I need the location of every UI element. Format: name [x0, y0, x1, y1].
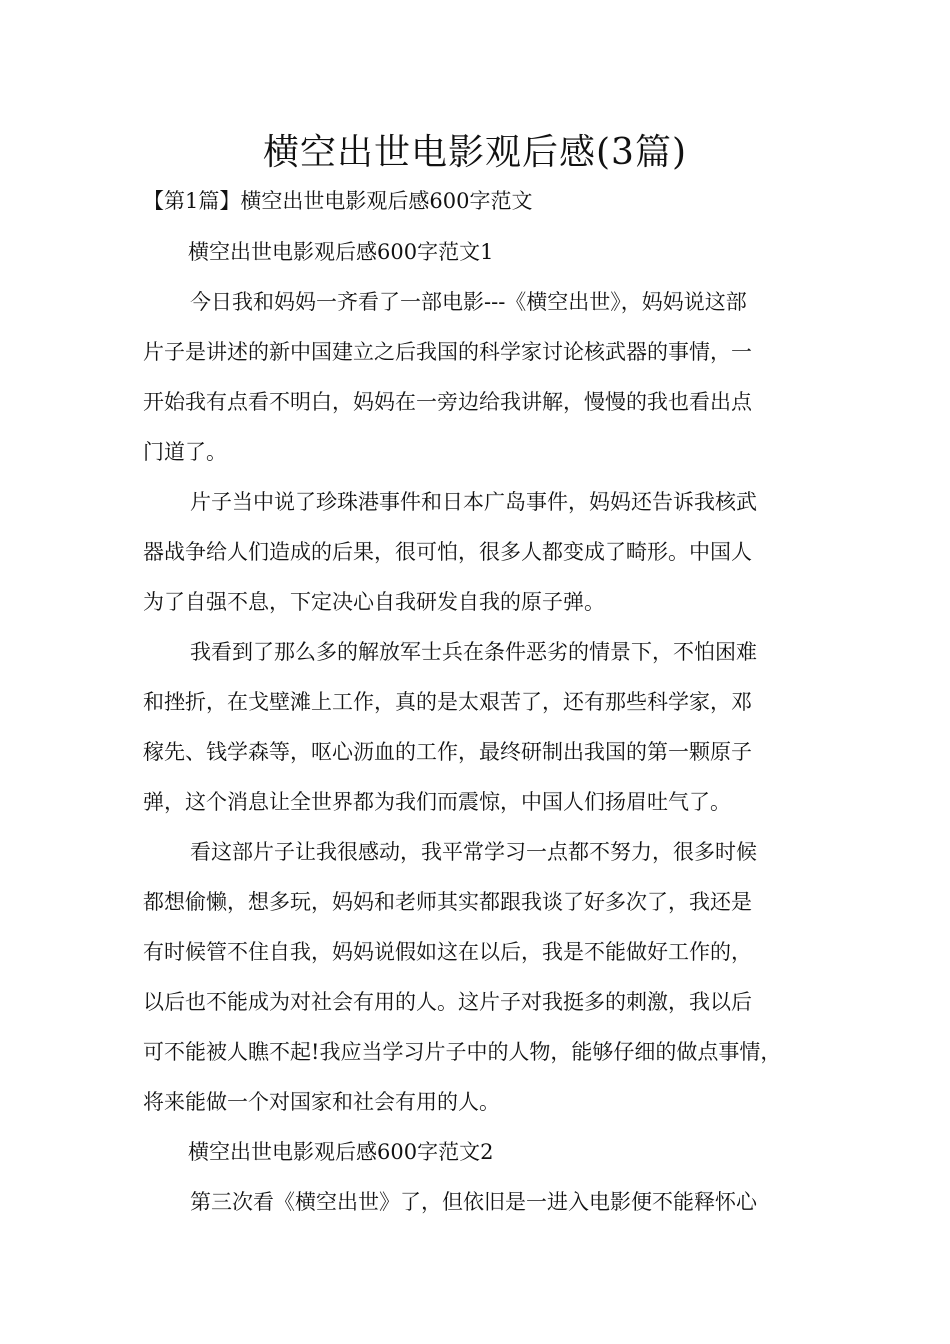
paragraph-line: 今日我和妈妈一齐看了一部电影---《横空出世》，妈妈说这部 — [190, 290, 747, 314]
paragraph-line: 都想偷懒，想多玩，妈妈和老师其实都跟我谈了好多次了，我还是 — [143, 890, 752, 914]
paragraph-line: 看这部片子让我很感动，我平常学习一点都不努力，很多时候 — [190, 840, 757, 864]
paragraph-line: 可不能被人瞧不起!我应当学习片子中的人物，能够仔细的做点事情， — [143, 1040, 782, 1064]
section-heading: 【第1篇】横空出世电影观后感600字范文 — [143, 189, 533, 213]
paragraph-line: 器战争给人们造成的后果，很可怕，很多人都变成了畸形。中国人 — [143, 540, 752, 564]
paragraph-line: 我看到了那么多的解放军士兵在条件恶劣的情景下，不怕困难 — [190, 640, 757, 664]
paragraph-line: 弹，这个消息让全世界都为我们而震惊，中国人们扬眉吐气了。 — [143, 790, 731, 814]
paragraph-line: 将来能做一个对国家和社会有用的人。 — [143, 1090, 500, 1114]
paragraph-line: 和挫折，在戈壁滩上工作，真的是太艰苦了，还有那些科学家，邓 — [143, 690, 752, 714]
paragraph-line: 有时候管不住自我，妈妈说假如这在以后，我是不能做好工作的， — [143, 940, 752, 964]
subheading-2: 横空出世电影观后感600字范文2 — [188, 1140, 494, 1164]
paragraph-line: 以后也不能成为对社会有用的人。这片子对我挺多的刺激，我以后 — [143, 990, 752, 1014]
paragraph-line: 开始我有点看不明白，妈妈在一旁边给我讲解，慢慢的我也看出点 — [143, 390, 752, 414]
paragraph-line: 为了自强不息，下定决心自我研发自我的原子弹。 — [143, 590, 605, 614]
paragraph-line: 稼先、钱学森等，呕心沥血的工作，最终研制出我国的第一颗原子 — [143, 740, 752, 764]
paragraph-line: 片子是讲述的新中国建立之后我国的科学家讨论核武器的事情，一 — [143, 340, 752, 364]
document-title: 横空出世电影观后感(3篇) — [263, 132, 687, 173]
paragraph-line: 片子当中说了珍珠港事件和日本广岛事件，妈妈还告诉我核武 — [190, 490, 757, 514]
subheading-1: 横空出世电影观后感600字范文1 — [188, 240, 494, 264]
paragraph-line: 第三次看《横空出世》了，但依旧是一进入电影便不能释怀心 — [190, 1190, 757, 1214]
paragraph-line: 门道了。 — [143, 440, 227, 464]
